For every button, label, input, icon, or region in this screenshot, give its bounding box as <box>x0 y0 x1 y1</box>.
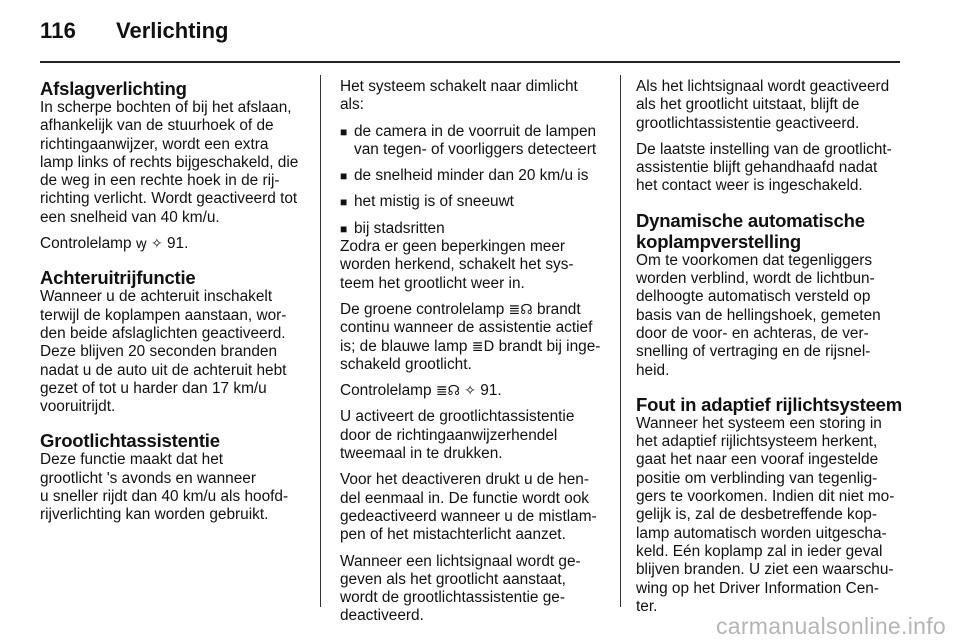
body-line: ter. <box>636 597 658 615</box>
body-line: lamp automatisch worden uitgescha- <box>636 524 887 542</box>
body-line: Als het lichtsignaal wordt geactiveerd <box>636 78 890 95</box>
body-line: snelling of vertraging en de rijsnel- <box>636 343 871 361</box>
body-line: gelijk is, zal de desbetreffende kop- <box>636 506 877 524</box>
column-1 <box>40 78 310 525</box>
body-line: assistentie blijft gehandhaafd nadat <box>636 159 878 177</box>
body-line: grootlichtassistentie geactiveerd. <box>636 114 860 132</box>
body-line: vooruitrijdt. <box>40 398 116 416</box>
body-line: del eenmaal in. De functie wordt ook <box>340 489 589 507</box>
list-item: ■ de camera in de voorruit de lampen <box>340 122 597 140</box>
section-title-fout-adaptief-rijlichtsysteem: Fout in adaptief rijlichtsysteem <box>636 393 903 415</box>
page-reference-icon: ✧ <box>150 236 163 253</box>
body-line: heid. <box>636 361 670 379</box>
body-line: is; de blauwe lamp ≣D brandt bij inge- <box>340 337 601 355</box>
body-line: schakeld grootlicht. <box>340 355 472 373</box>
page-reference: 91. <box>167 235 189 253</box>
body-line: tweemaal in te drukken. <box>340 445 503 463</box>
body-line: teem het grootlicht weer in. <box>340 274 525 292</box>
body-line: De laatste instelling van de grootlicht- <box>636 140 892 158</box>
section-title-achteruitrijfunctie: Achteruitrijfunctie <box>40 267 196 289</box>
body-line: grootlicht 's avonds en wanneer <box>40 469 256 487</box>
bullet-icon: ■ <box>340 169 348 184</box>
body-line: gaat het naar een vooraf ingestelde <box>636 451 879 469</box>
body-line: richting verlicht. Wordt geactiveerd tot <box>40 190 298 208</box>
body-line: positie om verblinding van tegenlig- <box>636 469 878 487</box>
list-item-continuation: van tegen- of voorliggers detecteert <box>354 140 597 158</box>
body-line: Om te voorkomen dat tegenliggers <box>636 251 873 269</box>
body-line: den beide afslaglichten geactiveerd. <box>40 324 286 342</box>
body-line: terwijl de koplampen aanstaan, wor- <box>40 306 287 324</box>
body-line: continu wanneer de assistentie actief <box>340 319 593 337</box>
body-line: gedeactiveerd wanneer u de mistlam- <box>340 507 597 525</box>
body-line: gers te voorkomen. Indien dit niet mo- <box>636 488 895 506</box>
control-lamp-label: Controlelamp <box>40 235 132 253</box>
body-line: Het systeem schakelt naar dimlicht <box>340 78 578 95</box>
column-divider-1 <box>320 75 321 607</box>
high-beam-blue-icon: ≣D <box>471 338 495 355</box>
body-line: door de voor- en achteras, de ver- <box>636 324 869 342</box>
body-line: Deze functie maakt dat het <box>40 451 224 469</box>
body-line: richtingaanwijzer, wordt een extra <box>40 135 269 153</box>
control-lamp-line <box>340 382 605 400</box>
body-line: worden herkend, schakelt het sys- <box>340 256 574 274</box>
body-line: als: <box>340 96 364 114</box>
body-line: Wanneer het systeem een storing in <box>636 414 882 432</box>
section-title-afslagverlichting: Afslagverlichting <box>40 78 187 99</box>
control-lamp-label: Controlelamp <box>340 382 432 400</box>
body-line: de weg in een rechte hoek in de rij- <box>40 172 280 190</box>
body-line: U activeert de grootlichtassistentie <box>340 408 575 426</box>
bullet-icon: ■ <box>340 221 348 236</box>
column-2 <box>340 78 605 626</box>
control-lamp-line <box>40 235 310 253</box>
body-line: In scherpe bochten of bij het afslaan, <box>40 99 292 116</box>
cornering-lamp-icon: ꝡ <box>135 236 147 253</box>
list-item: ■ de snelheid minder dan 20 km/u is <box>340 167 589 185</box>
body-line: Deze blijven 20 seconden branden <box>40 343 278 361</box>
section-title-dynamische-koplampverstelling: koplampverstelling <box>636 230 802 252</box>
body-line: Zodra er geen beperkingen meer <box>340 238 566 256</box>
column-divider-2 <box>620 75 621 607</box>
body-line: keld. Eén koplamp zal in ieder geval <box>636 542 883 560</box>
body-line: deactiveerd. <box>340 607 424 625</box>
body-line: rijverlichting kan worden gebruikt. <box>40 506 269 524</box>
body-line: het adaptief rijlichtsysteem herkent, <box>636 433 878 451</box>
body-line: als het grootlicht uitstaat, blijft de <box>636 96 860 114</box>
body-line: door de richtingaanwijzerhendel <box>340 426 558 444</box>
body-line: Voor het deactiveren drukt u de hen- <box>340 471 589 489</box>
list-item: ■ het mistig is of sneeuwt <box>340 193 514 211</box>
body-line: geven als het grootlicht aanstaat, <box>340 570 566 588</box>
body-line: afhankelijk van de stuurhoek of de <box>40 117 274 135</box>
header-rule <box>40 61 900 63</box>
body-line: lamp links of rechts bijgeschakeld, die <box>40 153 299 171</box>
body-line: het contact weer is ingeschakeld. <box>636 177 863 195</box>
body-line: Wanneer u de achteruit inschakelt <box>40 288 273 306</box>
page-reference-icon: ✧ <box>464 383 477 400</box>
section-title-grootlichtassistentie: Grootlichtassistentie <box>40 430 220 452</box>
body-line: delhoogte automatisch versteld op <box>636 288 871 306</box>
body-line: blijven branden. U ziet een waarschu- <box>636 561 894 579</box>
body-line: Wanneer een lichtsignaal wordt ge- <box>340 552 581 570</box>
page-reference: 91. <box>480 382 502 400</box>
body-line: wing op het Driver Information Cen- <box>636 579 879 597</box>
body-line: gezet of tot u harder dan 17 km/u <box>40 379 267 397</box>
list-item: ■ bij stadsritten <box>340 219 445 237</box>
body-line: pen of het mistachterlicht aanzet. <box>340 526 566 544</box>
watermark: carmanualsonline.info <box>715 613 946 639</box>
high-beam-assist-icon: ≣☊ <box>435 383 460 400</box>
body-line: een snelheid van 40 km/u. <box>40 208 220 226</box>
body-line: De groene controlelamp ≣☊ brandt <box>340 300 581 318</box>
column-3 <box>636 78 906 616</box>
section-title-dynamische-koplampverstelling: Dynamische automatische <box>636 209 865 231</box>
body-line: basis van de hellingshoek, gemeten <box>636 306 881 324</box>
chapter-title: Verlichting <box>116 18 229 43</box>
body-line: wordt de grootlichtassistentie ge- <box>340 589 565 607</box>
bullet-icon: ■ <box>340 124 348 139</box>
body-line: nadat u de auto uit de achteruit hebt <box>40 361 287 379</box>
body-line: u sneller rijdt dan 40 km/u als hoofd- <box>40 488 289 506</box>
high-beam-assist-green-icon: ≣☊ <box>508 301 533 318</box>
body-line: worden verblind, wordt de lichtbun- <box>636 270 875 288</box>
page-number: 116 <box>40 18 77 43</box>
bullet-icon: ■ <box>340 195 348 210</box>
